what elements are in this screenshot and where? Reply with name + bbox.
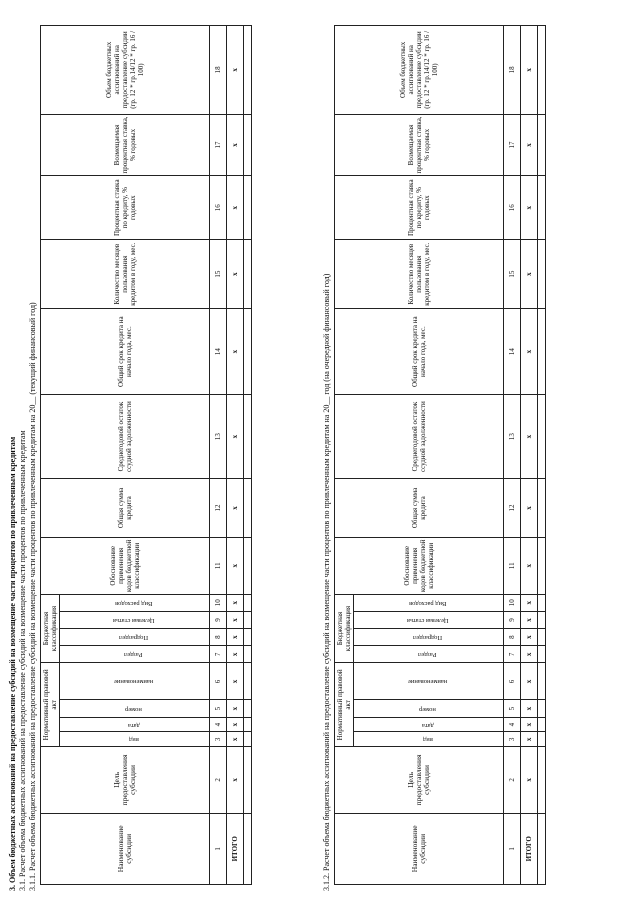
empty-cell [538,176,546,240]
empty-cell [538,646,546,663]
header-rate: Процентная ставка по кредиту, % годовых [335,176,504,240]
total-cell: x [227,176,244,240]
total-cell: x [521,395,538,479]
empty-cell [538,732,546,747]
column-number: 18 [210,26,227,115]
total-cell: x [521,114,538,176]
empty-cell [244,611,252,628]
column-number: 5 [210,700,227,717]
total-cell: x [521,594,538,611]
header-subcolumn: дата [354,717,504,732]
empty-cell [244,537,252,594]
column-number: 10 [504,594,521,611]
header-budget-class: Бюджетная классификация [41,594,60,663]
total-cell: x [227,114,244,176]
empty-cell [538,700,546,717]
column-number: 3 [210,732,227,747]
column-number: 16 [504,176,521,240]
total-cell: x [521,26,538,115]
column-number: 4 [210,717,227,732]
header-npa: Нормативный правовой акт [335,663,354,747]
total-cell: x [521,700,538,717]
header-subcolumn: Подраздел [60,629,210,646]
header-subcolumn: Целевая статья [354,611,504,628]
column-number: 17 [210,114,227,176]
empty-cell [538,594,546,611]
empty-cell [244,478,252,537]
header-volume: Объем бюджетных ассигнований на предоставление субсидии (гр. 12 * гр.14/12 * гр. 16 / 100) [41,26,210,115]
column-number: 12 [210,478,227,537]
total-cell: x [521,240,538,309]
total-cell: x [227,478,244,537]
empty-cell [244,646,252,663]
empty-cell [244,309,252,395]
column-number: 4 [504,717,521,732]
header-avg-balance: Среднегодовой остаток ссудной задолженности [41,395,210,479]
header-subcolumn: Вид расходов [354,594,504,611]
column-number: 18 [504,26,521,115]
header-subcolumn: наименование [354,663,504,700]
header-subcolumn: Раздел [354,646,504,663]
header-subcolumn: вид [60,732,210,747]
header-months: Количество месяцев пользования кредитом в году, мес. [335,240,504,309]
header-row [335,26,354,885]
total-cell: x [521,309,538,395]
column-number: 1 [210,813,227,884]
empty-cell [244,26,252,115]
empty-cell [244,747,252,813]
header-refund-rate: Возмещаемая процентная ставка, % годовых [41,114,210,176]
column-number: 7 [210,646,227,663]
column-number: 1 [504,813,521,884]
subsection-3-1: 3.1. Расчет объема бюджетных ассигнований на предоставление субсидий на возмещение части процентов по привлеченным кредитам [18,430,27,891]
total-cell: x [227,717,244,732]
total-cell: x [227,395,244,479]
column-number: 14 [504,309,521,395]
column-number: 13 [210,395,227,479]
header-budget-class: Бюджетная классификация [335,594,354,663]
header-subcolumn: Вид расходов [60,594,210,611]
column-number: 16 [210,176,227,240]
column-number: 11 [504,537,521,594]
header-subcolumn: вид [354,732,504,747]
header-avg-balance: Среднегодовой остаток ссудной задолженности [335,395,504,479]
empty-cell [244,700,252,717]
header-subcolumn: дата [60,717,210,732]
empty-cell [244,717,252,732]
total-cell: x [521,747,538,813]
total-cell: x [521,646,538,663]
header-name: Наименование субсидии [335,813,504,884]
empty-cell [244,114,252,176]
empty-cell [538,663,546,700]
total-cell: x [227,594,244,611]
empty-cell [538,813,546,884]
empty-cell [538,114,546,176]
total-cell: x [227,663,244,700]
column-number: 15 [210,240,227,309]
column-number-row [210,26,227,885]
total-label: ИТОГО [521,813,538,884]
column-number: 15 [504,240,521,309]
empty-row [538,26,546,885]
header-subcolumn: номер [60,700,210,717]
total-cell: x [227,629,244,646]
column-number: 9 [210,611,227,628]
header-term: Общий срок кредита на начало года, мес. [41,309,210,395]
total-cell: x [521,663,538,700]
header-justification: Обоснование применения кодов бюджетной классификации [335,537,504,594]
column-number: 6 [504,663,521,700]
header-total-credit: Общая сумма кредита [335,478,504,537]
empty-cell [538,478,546,537]
empty-cell [244,813,252,884]
column-number: 12 [504,478,521,537]
empty-cell [244,395,252,479]
header-purpose: Цель предоставления субсидии [335,747,504,813]
total-cell: x [521,611,538,628]
total-cell: x [521,629,538,646]
empty-row [244,26,252,885]
empty-cell [244,663,252,700]
budget-table-current-year [40,25,252,885]
total-cell: x [521,478,538,537]
total-cell: x [227,537,244,594]
total-cell: x [521,176,538,240]
column-number-row [504,26,521,885]
header-term: Общий срок кредита на начало года, мес. [335,309,504,395]
header-refund-rate: Возмещаемая процентная ставка, % годовых [335,114,504,176]
total-cell: x [227,700,244,717]
subsection-3-1-1: 3.1.1. Расчет объема бюджетных ассигнований на предоставление субсидий на возмещение части процентов по привлеченным кредитам на 20__ (текущий финансовый год) [28,302,37,891]
budget-table-next-year [334,25,546,885]
total-row [521,26,538,885]
column-number: 3 [504,732,521,747]
column-number: 8 [210,629,227,646]
column-number: 11 [210,537,227,594]
empty-cell [244,629,252,646]
column-number: 13 [504,395,521,479]
column-number: 9 [504,611,521,628]
total-label: ИТОГО [227,813,244,884]
total-cell: x [227,240,244,309]
column-number: 2 [504,747,521,813]
header-volume: Объем бюджетных ассигнований на предоставление субсидии (гр. 12 * гр.14/12 * гр. 16 / 100) [335,26,504,115]
header-rate: Процентная ставка по кредиту, % годовых [41,176,210,240]
header-subcolumn: Подраздел [354,629,504,646]
empty-cell [538,747,546,813]
empty-cell [538,537,546,594]
column-number: 14 [210,309,227,395]
empty-cell [538,26,546,115]
empty-cell [538,309,546,395]
total-cell: x [227,611,244,628]
header-subcolumn: Целевая статья [60,611,210,628]
header-subcolumn: Раздел [60,646,210,663]
total-cell: x [227,732,244,747]
header-row [41,26,60,885]
total-cell: x [227,646,244,663]
column-number: 17 [504,114,521,176]
empty-cell [538,240,546,309]
header-purpose: Цель предоставления субсидии [41,747,210,813]
column-number: 8 [504,629,521,646]
empty-cell [244,732,252,747]
total-cell: x [227,747,244,813]
column-number: 7 [504,646,521,663]
total-cell: x [521,732,538,747]
column-number: 6 [210,663,227,700]
header-total-credit: Общая сумма кредита [41,478,210,537]
empty-cell [538,717,546,732]
column-number: 10 [210,594,227,611]
header-npa: Нормативный правовой акт [41,663,60,747]
total-cell: x [521,537,538,594]
header-justification: Обоснование применения кодов бюджетной классификации [41,537,210,594]
empty-cell [244,594,252,611]
empty-cell [538,629,546,646]
header-subcolumn: наименование [60,663,210,700]
empty-cell [244,176,252,240]
total-cell: x [227,26,244,115]
header-subcolumn: номер [354,700,504,717]
empty-cell [538,611,546,628]
total-row [227,26,244,885]
subsection-3-1-2: 3.1.2. Расчет объема бюджетных ассигнований на предоставление субсидий на возмещение части процентов по привлеченным кредитам на 20__ год (на очередной финансовый год) [322,273,331,891]
empty-cell [244,240,252,309]
total-cell: x [227,309,244,395]
header-name: Наименование субсидии [41,813,210,884]
empty-cell [538,395,546,479]
column-number: 2 [210,747,227,813]
total-cell: x [521,717,538,732]
header-months: Количество месяцев пользования кредитом в году, мес. [41,240,210,309]
section-title: 3. Объем бюджетных ассигнований на предоставление субсидий на возмещение части процентов по привлеченным кредитам [8,436,17,891]
column-number: 5 [504,700,521,717]
